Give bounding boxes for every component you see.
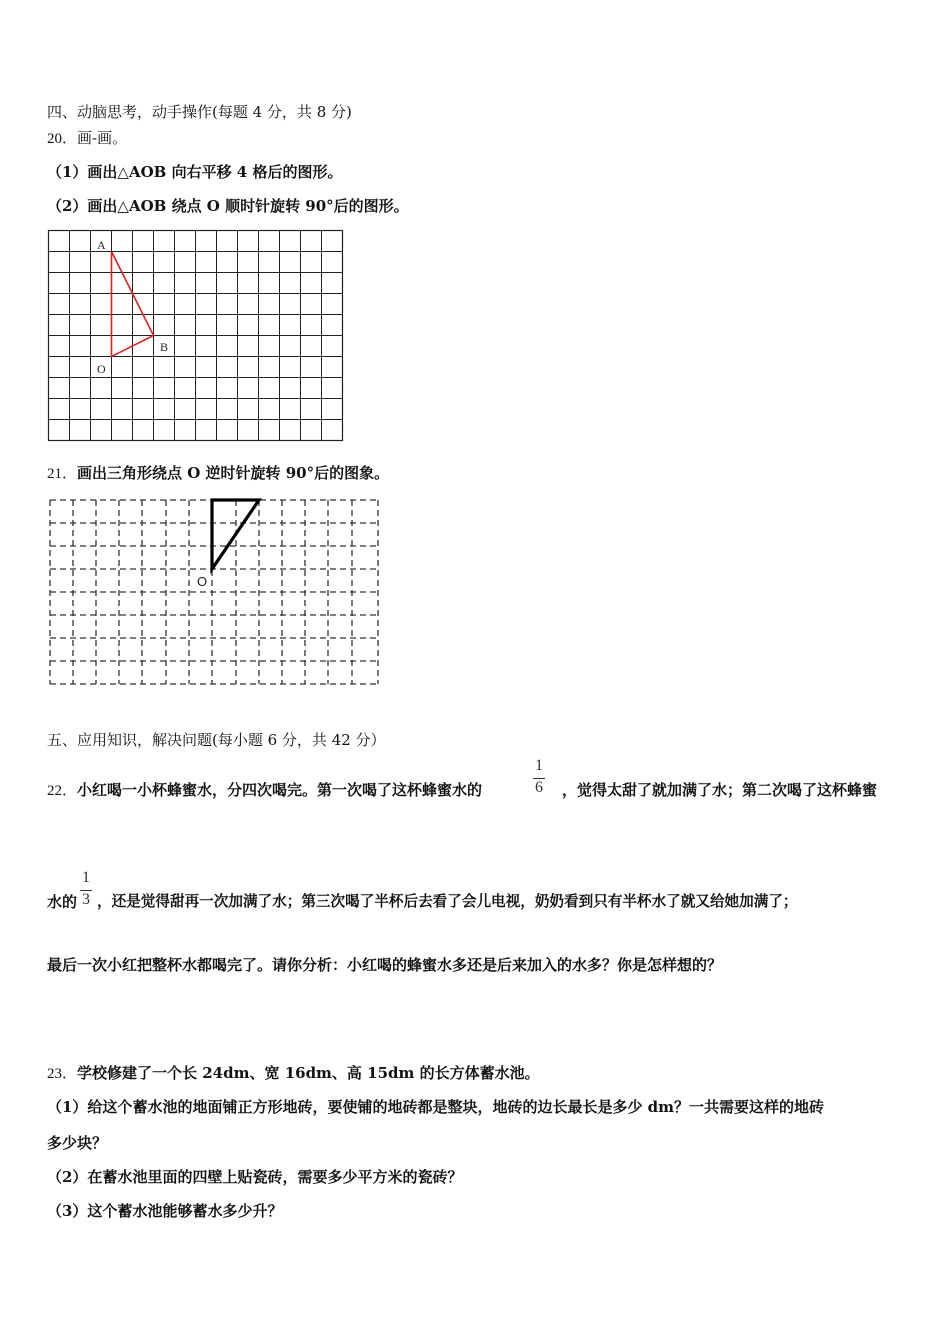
q22-number: 22． [47, 783, 78, 799]
q20-line [47, 128, 127, 149]
q21-line [47, 463, 389, 484]
fraction-2-denominator: 3 [82, 891, 90, 908]
q22-line1-a: 小红喝一小杯蜂蜜水，分四次喝完。第一次喝了这杯蜂蜜水的 [77, 781, 483, 799]
q20-title: 画-画。 [77, 129, 128, 147]
q22-fraction-2 [79, 869, 93, 911]
label-o: O [97, 362, 106, 376]
section-4-heading: 四、动脑思考，动手操作(每题 4 分，共 8 分) [47, 103, 352, 121]
q23-intro-line [47, 1063, 540, 1084]
label-a: A [97, 238, 106, 252]
q21-dashed-grid [50, 500, 378, 684]
q22-line1 [47, 780, 482, 801]
q20-part2: （2）画出△AOB 绕点 O 顺时针旋转 90°后的图形。 [47, 197, 409, 215]
q23-number: 23． [47, 1066, 78, 1082]
q20-grid-figure [46, 228, 346, 444]
q23-intro: 学校修建了一个长 24dm、宽 16dm、高 15dm 的长方体蓄水池。 [77, 1064, 540, 1082]
q21-text: 画出三角形绕点 O 逆时针旋转 90°后的图象。 [77, 464, 390, 482]
q23-part3: （3）这个蓄水池能够蓄水多少升？ [47, 1202, 283, 1220]
q22-fraction-1 [532, 757, 546, 799]
q22-line2-a: 水的 [47, 893, 78, 911]
q20-number: 20． [47, 131, 78, 147]
q23-part2: （2）在蓄水池里面的四壁上贴瓷砖，需要多少平方米的瓷砖？ [47, 1168, 463, 1186]
q22-line3: 最后一次小红把整杯水都喝完了。请你分析：小红喝的蜂蜜水多还是后来加入的水多？你是怎样想的？ [47, 956, 723, 974]
fraction-2-numerator: 1 [82, 869, 90, 886]
q20-part1: （1）画出△AOB 向右平移 4 格后的图形。 [47, 163, 343, 181]
section-5-heading: 五、应用知识，解决问题(每小题 6 分，共 42 分） [47, 731, 386, 749]
q21-label-o: O [197, 574, 208, 589]
q21-number: 21． [47, 466, 78, 482]
q21-grid-figure [46, 496, 382, 692]
fraction-1-numerator: 1 [535, 757, 543, 774]
label-b: B [160, 340, 169, 354]
q22-line1-b: ，觉得太甜了就加满了水；第二次喝了这杯蜂蜜 [562, 781, 878, 799]
q20-grid-lines [49, 231, 343, 441]
q22-line2-b: ，还是觉得甜再一次加满了水；第三次喝了半杯后去看了会儿电视，奶奶看到只有半杯水了就又给她加满了； [97, 893, 798, 910]
fraction-1-denominator: 6 [535, 779, 543, 796]
q23-part1-line2: 多少块？ [47, 1134, 108, 1152]
q23-part1-line1: （1）给这个蓄水池的地面铺正方形地砖，要使铺的地砖都是整块，地砖的边长最长是多少 dm？一共需要这样的地砖 [47, 1098, 825, 1116]
